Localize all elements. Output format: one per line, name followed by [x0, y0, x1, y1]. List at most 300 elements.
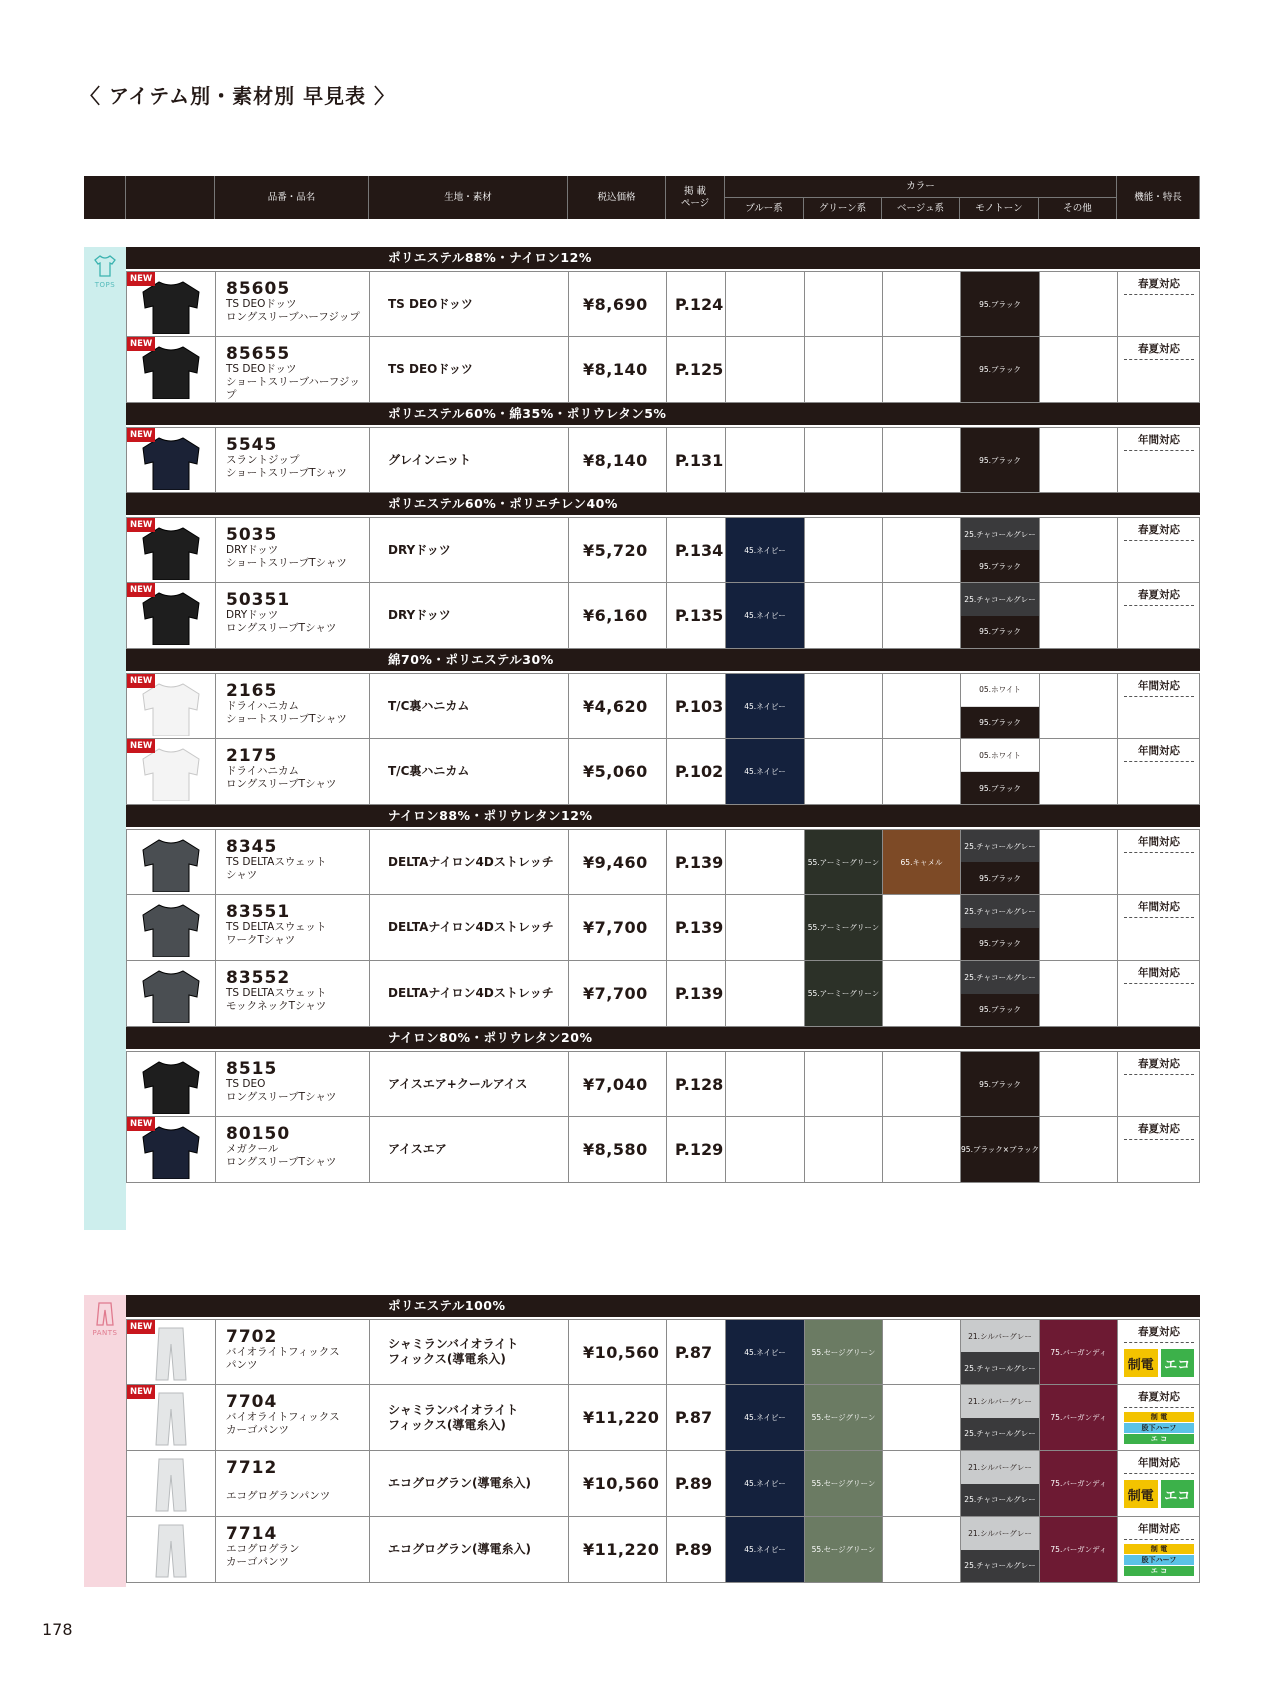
product-code: 5545 — [226, 435, 278, 455]
color-swatch: 25.チャコールグレー — [961, 830, 1039, 862]
color-cell-beige — [883, 272, 961, 336]
color-swatch: 95.ブラック — [961, 616, 1039, 649]
color-cell-other — [1040, 1117, 1118, 1182]
price-cell: ¥7,040 — [569, 1052, 667, 1116]
color-cell-other — [1040, 1385, 1118, 1450]
product-name-cell — [216, 961, 370, 1026]
product-name-line2: ショートスリーブハーフジップ — [226, 376, 360, 401]
shirt-photo — [139, 836, 203, 892]
color-cell-mono — [961, 739, 1040, 804]
color-cell-beige — [883, 428, 961, 492]
product-name-line2: ショートスリーブTシャツ — [226, 557, 347, 569]
color-cell-other — [1040, 518, 1118, 582]
fabric-cell — [370, 1320, 569, 1384]
color-swatch: 05.ホワイト — [961, 674, 1039, 707]
antistatic-badge: 制電 — [1124, 1480, 1158, 1508]
product-name-line1: バイオライトフィックス — [226, 1346, 340, 1358]
color-cell-green — [805, 1320, 883, 1384]
product-name-line1: TS DELTAスウェット — [226, 921, 327, 933]
product-code: 7712 — [226, 1458, 278, 1478]
col-page: 掲 載 ページ — [666, 176, 725, 219]
product-name-cell — [216, 1320, 370, 1384]
table-row — [126, 739, 1200, 805]
product-name-cell — [216, 830, 370, 894]
product-name-line1: スラントジップ — [226, 454, 300, 466]
season-label: 春夏対応 — [1138, 1058, 1180, 1070]
table-row — [126, 1051, 1200, 1117]
color-swatch: 95.ブラック — [961, 862, 1039, 894]
material-bar: ポリエステル88%・ナイロン12% — [126, 247, 1200, 269]
material-bar: ナイロン88%・ポリウレタン12% — [126, 805, 1200, 827]
product-photo — [127, 337, 216, 402]
color-swatch: 55.アーミーグリーン — [805, 895, 882, 960]
shirt-photo — [139, 1058, 203, 1114]
color-cell-mono — [961, 1517, 1040, 1582]
color-cell-green — [805, 337, 883, 402]
price-cell: ¥7,700 — [569, 895, 667, 960]
feature-divider — [1124, 1539, 1194, 1540]
product-name-cell — [216, 1517, 370, 1582]
feature-divider — [1124, 917, 1194, 918]
feature-cell — [1118, 1117, 1200, 1182]
fabric-text: アイスエア — [388, 1142, 447, 1156]
fabric-cell — [370, 674, 569, 738]
table-row — [126, 1385, 1200, 1451]
price-cell: ¥10,560 — [569, 1451, 667, 1516]
color-cell-other — [1040, 1517, 1118, 1582]
feature-divider — [1124, 540, 1194, 541]
feature-cell — [1118, 583, 1200, 648]
product-code: 5035 — [226, 525, 278, 545]
feature-badges — [1124, 1412, 1194, 1444]
color-cell-green — [805, 1052, 883, 1116]
pants-photo — [139, 1391, 203, 1447]
table-row — [126, 517, 1200, 583]
product-code: 2175 — [226, 746, 278, 766]
color-cell-mono — [961, 895, 1040, 960]
color-cell-blue — [726, 1117, 805, 1182]
fabric-text: エコグログラン(導電糸入) — [388, 1542, 531, 1556]
feature-cell — [1118, 961, 1200, 1026]
col-green: グリーン系 — [804, 198, 882, 219]
material-bar: ナイロン80%・ポリウレタン20% — [126, 1027, 1200, 1049]
color-cell-green — [805, 1517, 883, 1582]
table-row — [126, 961, 1200, 1027]
product-name-cell — [216, 583, 370, 648]
product-name-line1: TS DELTAスウェット — [226, 856, 327, 868]
color-cell-blue — [726, 1517, 805, 1582]
eco-badge: エコ — [1161, 1349, 1195, 1377]
feature-cell — [1118, 1385, 1200, 1450]
fabric-text: シャミランバイオライト フィックス(導電糸入) — [388, 1337, 519, 1366]
table-row — [126, 583, 1200, 649]
color-cell-other — [1040, 428, 1118, 492]
fabric-text: DELTAナイロン4Dストレッチ — [388, 986, 554, 1000]
table-row — [126, 1451, 1200, 1517]
fabric-text: DRYドッツ — [388, 608, 451, 622]
color-cell-mono — [961, 1451, 1040, 1516]
color-cell-beige — [883, 674, 961, 738]
table-row — [126, 337, 1200, 403]
color-cell-blue — [726, 961, 805, 1026]
season-label: 年間対応 — [1138, 680, 1180, 692]
product-name-line2: カーゴパンツ — [226, 1424, 289, 1436]
product-name-cell — [216, 1117, 370, 1182]
product-photo — [127, 739, 216, 804]
product-name-cell — [216, 428, 370, 492]
page-ref-cell: P.134 — [667, 518, 726, 582]
product-name-line1: メガクール — [226, 1143, 279, 1155]
product-name-line2: ロングスリーブTシャツ — [226, 1091, 337, 1103]
color-cell-green — [805, 1385, 883, 1450]
product-photo — [127, 428, 216, 492]
product-name-line1: TS DEO — [226, 1078, 266, 1090]
product-photo — [127, 272, 216, 336]
product-name-line1 — [226, 1477, 369, 1490]
col-price: 税込価格 — [568, 176, 666, 219]
shirt-photo — [139, 343, 203, 399]
feature-divider — [1124, 450, 1194, 451]
fabric-cell — [370, 272, 569, 336]
product-name-line1: ドライハニカム — [226, 765, 299, 777]
price-cell: ¥7,700 — [569, 961, 667, 1026]
color-swatch: 21.シルバーグレー — [961, 1517, 1039, 1550]
product-photo — [127, 961, 216, 1026]
color-swatch: 55.アーミーグリーン — [805, 961, 882, 1026]
color-cell-blue — [726, 1385, 805, 1450]
color-swatch: 55.セージグリーン — [805, 1320, 882, 1384]
color-cell-blue — [726, 895, 805, 960]
color-swatch: 45.ネイビー — [726, 583, 804, 648]
product-code: 83552 — [226, 968, 291, 988]
season-label: 春夏対応 — [1138, 1123, 1180, 1135]
color-swatch: 55.セージグリーン — [805, 1385, 882, 1450]
color-swatch: 25.チャコールグレー — [961, 895, 1039, 928]
feature-divider — [1124, 605, 1194, 606]
color-swatch: 95.ブラック — [961, 707, 1039, 739]
product-photo — [127, 674, 216, 738]
color-cell-green — [805, 583, 883, 648]
shirt-photo — [139, 524, 203, 580]
pants-label: PANTS — [92, 1329, 118, 1337]
col-feature: 機能・特長 — [1117, 176, 1200, 219]
fabric-cell — [370, 583, 569, 648]
season-label: 年間対応 — [1138, 1523, 1180, 1535]
season-label: 年間対応 — [1138, 967, 1180, 979]
color-cell-other — [1040, 337, 1118, 402]
color-cell-green — [805, 518, 883, 582]
feature-divider — [1124, 761, 1194, 762]
color-swatch: 45.ネイビー — [726, 739, 804, 804]
fabric-cell — [370, 1451, 569, 1516]
page-ref-cell: P.131 — [667, 428, 726, 492]
color-cell-mono — [961, 830, 1040, 894]
color-swatch: 55.セージグリーン — [805, 1451, 882, 1516]
feature-divider — [1124, 1342, 1194, 1343]
table-row — [126, 829, 1200, 895]
product-photo — [127, 1385, 216, 1450]
product-code: 50351 — [226, 590, 291, 610]
page-ref-cell: P.125 — [667, 337, 726, 402]
feature-divider — [1124, 852, 1194, 853]
season-label: 年間対応 — [1138, 836, 1180, 848]
feature-cell — [1118, 1052, 1200, 1116]
feature-cell — [1118, 337, 1200, 402]
fabric-cell — [370, 1517, 569, 1582]
feature-divider — [1124, 359, 1194, 360]
feature-badges — [1124, 1349, 1194, 1377]
product-name-cell — [216, 1052, 370, 1116]
color-swatch: 25.チャコールグレー — [961, 1484, 1039, 1517]
color-cell-other — [1040, 583, 1118, 648]
price-cell: ¥9,460 — [569, 830, 667, 894]
antistatic-badge: 制 電 — [1124, 1412, 1194, 1422]
season-label: 春夏対応 — [1138, 278, 1180, 290]
color-cell-green — [805, 830, 883, 894]
season-label: 年間対応 — [1138, 901, 1180, 913]
antistatic-badge: 制電 — [1124, 1349, 1158, 1377]
fabric-text: TS DEOドッツ — [388, 362, 473, 376]
product-name-line1: DRYドッツ — [226, 609, 279, 621]
color-swatch: 21.シルバーグレー — [961, 1451, 1039, 1484]
shirt-photo — [139, 589, 203, 645]
color-cell-beige — [883, 1517, 961, 1582]
color-cell-mono — [961, 518, 1040, 582]
color-swatch: 55.セージグリーン — [805, 1517, 882, 1582]
color-swatch: 95.ブラック — [961, 1052, 1039, 1116]
antistatic-badge: 制 電 — [1124, 1544, 1194, 1554]
color-swatch: 65.キャメル — [883, 830, 960, 894]
feature-cell — [1118, 428, 1200, 492]
price-cell: ¥8,140 — [569, 428, 667, 492]
pants-photo — [139, 1457, 203, 1513]
product-name-line2: ロングスリーブTシャツ — [226, 778, 337, 790]
page-ref-cell: P.87 — [667, 1385, 726, 1450]
shirt-photo — [139, 1123, 203, 1179]
product-name-line1: TS DEOドッツ — [226, 363, 297, 375]
price-cell: ¥4,620 — [569, 674, 667, 738]
price-cell: ¥6,160 — [569, 583, 667, 648]
shirt-photo — [139, 745, 203, 801]
feature-cell — [1118, 830, 1200, 894]
feature-cell — [1118, 739, 1200, 804]
new-badge: NEW — [127, 674, 155, 688]
page-ref-cell: P.102 — [667, 739, 726, 804]
color-swatch: 25.チャコールグレー — [961, 1352, 1039, 1384]
fabric-text: DELTAナイロン4Dストレッチ — [388, 920, 554, 934]
color-cell-beige — [883, 337, 961, 402]
color-swatch: 05.ホワイト — [961, 739, 1039, 772]
color-cell-other — [1040, 1451, 1118, 1516]
fabric-cell — [370, 1117, 569, 1182]
fabric-cell — [370, 830, 569, 894]
eco-badge: エ コ — [1124, 1434, 1194, 1444]
color-cell-beige — [883, 895, 961, 960]
product-name-line2: エコグログランパンツ — [226, 1490, 331, 1502]
color-cell-blue — [726, 272, 805, 336]
new-badge: NEW — [127, 518, 155, 532]
product-photo — [127, 583, 216, 648]
fabric-cell — [370, 895, 569, 960]
color-cell-beige — [883, 1117, 961, 1182]
product-photo — [127, 830, 216, 894]
color-cell-green — [805, 1117, 883, 1182]
product-name-line1: DRYドッツ — [226, 544, 279, 556]
feature-divider — [1124, 294, 1194, 295]
product-name-line2: ショートスリーブTシャツ — [226, 467, 347, 479]
color-swatch: 95.ブラック — [961, 428, 1039, 492]
page-title: 〈 アイテム別・素材別 早見表 〉 — [80, 84, 396, 108]
color-cell-beige — [883, 1320, 961, 1384]
product-name-line1: TS DEOドッツ — [226, 298, 297, 310]
color-cell-beige — [883, 583, 961, 648]
product-name-line2: カーゴパンツ — [226, 1556, 289, 1568]
color-cell-other — [1040, 895, 1118, 960]
feature-cell — [1118, 272, 1200, 336]
color-swatch: 45.ネイビー — [726, 1320, 804, 1384]
eco-badge: エ コ — [1124, 1566, 1194, 1576]
color-cell-mono — [961, 272, 1040, 336]
color-cell-beige — [883, 739, 961, 804]
page-ref-cell: P.139 — [667, 961, 726, 1026]
product-name-line2: ロングスリーブTシャツ — [226, 1156, 337, 1168]
shirt-photo — [139, 680, 203, 736]
fabric-text: グレインニット — [388, 452, 471, 467]
feature-badges — [1124, 1480, 1194, 1508]
color-cell-mono — [961, 961, 1040, 1026]
color-swatch: 25.チャコールグレー — [961, 961, 1039, 994]
fabric-cell — [370, 1052, 569, 1116]
pants-photo — [139, 1326, 203, 1382]
material-bar: ポリエステル100% — [126, 1295, 1200, 1317]
feature-divider — [1124, 983, 1194, 984]
fabric-text: DRYドッツ — [388, 542, 451, 557]
material-bar: 綿70%・ポリエステル30% — [126, 649, 1200, 671]
pants-photo — [139, 1523, 203, 1579]
color-cell-other — [1040, 1052, 1118, 1116]
material-bar: ポリエステル60%・綿35%・ポリウレタン5% — [126, 403, 1200, 425]
color-cell-beige — [883, 961, 961, 1026]
product-photo — [127, 1451, 216, 1516]
table-row — [126, 271, 1200, 337]
product-name-cell — [216, 337, 370, 402]
feature-divider — [1124, 1139, 1194, 1140]
color-swatch: 45.ネイビー — [726, 674, 804, 738]
product-photo — [127, 1052, 216, 1116]
feature-cell — [1118, 1320, 1200, 1384]
new-badge: NEW — [127, 272, 155, 286]
product-code: 8515 — [226, 1059, 278, 1079]
color-cell-blue — [726, 518, 805, 582]
table-row — [126, 427, 1200, 493]
product-name-line1: ドライハニカム — [226, 700, 299, 712]
feature-badges — [1124, 1544, 1194, 1576]
color-swatch: 21.シルバーグレー — [961, 1320, 1039, 1352]
pants-category-bar — [84, 1295, 126, 1587]
color-cell-mono — [961, 337, 1040, 402]
product-name-cell — [216, 739, 370, 804]
table-row — [126, 1117, 1200, 1183]
product-name-line1: TS DELTAスウェット — [226, 987, 327, 999]
page-ref-cell: P.128 — [667, 1052, 726, 1116]
tops-label: TOPS — [94, 281, 116, 289]
color-cell-blue — [726, 1451, 805, 1516]
page-ref-cell: P.139 — [667, 895, 726, 960]
color-cell-blue — [726, 428, 805, 492]
page-ref-cell: P.139 — [667, 830, 726, 894]
pants-icon — [92, 1301, 118, 1327]
color-cell-blue — [726, 739, 805, 804]
color-swatch: 45.ネイビー — [726, 1451, 804, 1516]
fabric-text: DELTAナイロン4Dストレッチ — [388, 854, 554, 869]
product-name-cell — [216, 895, 370, 960]
color-swatch: 95.ブラック — [961, 772, 1039, 804]
product-name-line1: エコグログラン — [226, 1543, 300, 1555]
fabric-cell — [370, 961, 569, 1026]
product-photo — [127, 1320, 216, 1384]
col-fabric: 生地・素材 — [369, 176, 568, 219]
feature-divider — [1124, 696, 1194, 697]
feature-cell — [1118, 674, 1200, 738]
color-cell-other — [1040, 739, 1118, 804]
color-swatch: 25.チャコールグレー — [961, 583, 1039, 616]
col-color: カラー — [725, 176, 1117, 198]
color-cell-blue — [726, 1320, 805, 1384]
fabric-text: TS DEOドッツ — [388, 296, 473, 311]
product-code: 2165 — [226, 681, 278, 701]
col-mono: モノトーン — [960, 198, 1039, 219]
color-swatch: 45.ネイビー — [726, 518, 804, 582]
season-label: 年間対応 — [1138, 1457, 1180, 1469]
season-label: 春夏対応 — [1138, 524, 1180, 536]
table-header — [84, 176, 1200, 219]
color-cell-mono — [961, 583, 1040, 648]
product-name-cell — [216, 1451, 370, 1516]
table-row — [126, 895, 1200, 961]
page-ref-cell: P.87 — [667, 1320, 726, 1384]
color-swatch: 95.ブラック — [961, 928, 1039, 961]
season-label: 年間対応 — [1138, 434, 1180, 446]
col-beige: ベージュ系 — [882, 198, 960, 219]
color-swatch: 25.チャコールグレー — [961, 518, 1039, 550]
price-cell: ¥11,220 — [569, 1385, 667, 1450]
tops-category-bar — [84, 247, 126, 1230]
color-swatch: 75.バーガンディ — [1040, 1385, 1117, 1450]
eco-badge: エコ — [1161, 1480, 1195, 1508]
color-swatch: 25.チャコールグレー — [961, 1418, 1039, 1451]
color-cell-other — [1040, 272, 1118, 336]
color-cell-beige — [883, 1451, 961, 1516]
page-ref-cell: P.129 — [667, 1117, 726, 1182]
tshirt-icon — [92, 253, 118, 279]
new-badge: NEW — [127, 739, 155, 753]
color-swatch: 75.バーガンディ — [1040, 1517, 1117, 1582]
product-photo — [127, 895, 216, 960]
new-badge: NEW — [127, 1385, 155, 1399]
product-code: 7702 — [226, 1327, 278, 1347]
color-cell-other — [1040, 830, 1118, 894]
price-cell: ¥10,560 — [569, 1320, 667, 1384]
new-badge: NEW — [127, 337, 155, 351]
product-name-line2: ワークTシャツ — [226, 934, 296, 946]
season-label: 春夏対応 — [1138, 1391, 1180, 1403]
price-cell: ¥8,140 — [569, 337, 667, 402]
color-cell-blue — [726, 583, 805, 648]
color-swatch: 45.ネイビー — [726, 1385, 804, 1450]
product-code: 83551 — [226, 902, 291, 922]
table-row — [126, 1517, 1200, 1583]
feature-cell — [1118, 1517, 1200, 1582]
